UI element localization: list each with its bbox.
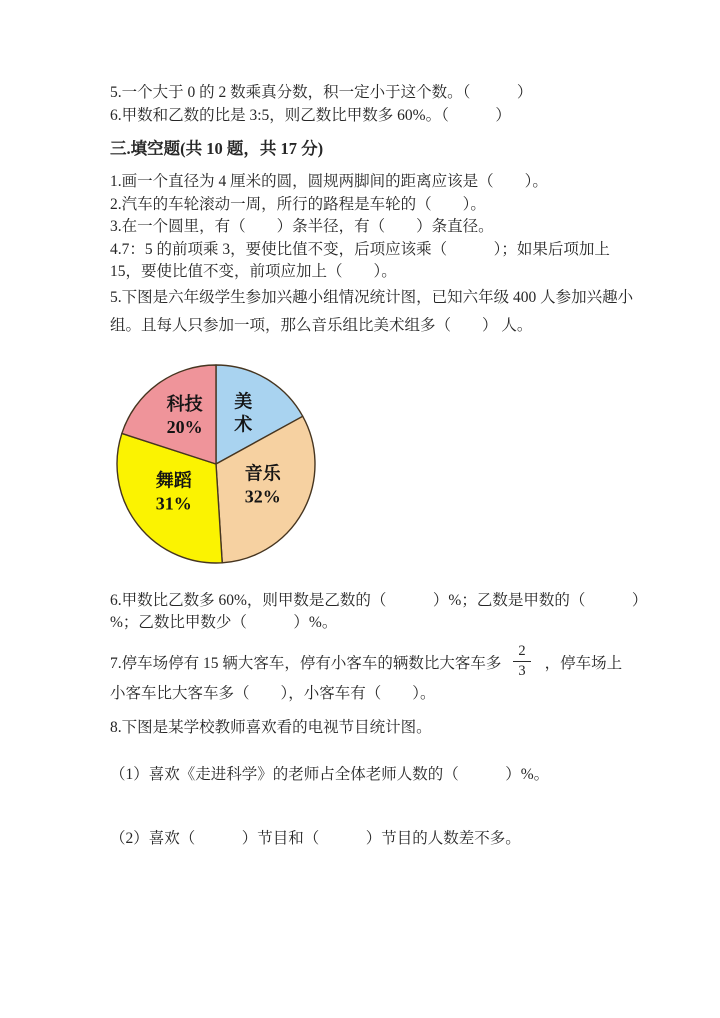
judge-item-6: 6.甲数和乙数的比是 3:5，则乙数比甲数多 60%。（ ） (110, 107, 511, 124)
pie-slice-label-2-0: 舞蹈 (155, 469, 192, 490)
fill-item-8-sub-2: （2）喜欢（ ）节目和（ ）节目的人数差不多。 (110, 830, 521, 847)
fraction-two-thirds (513, 643, 530, 680)
fill-item-1: 1.画一个直径为 4 厘米的圆，圆规两脚间的距离应该是（ ）。 (110, 173, 548, 190)
fill-item-7-line-1 (110, 641, 650, 683)
fill-item-3: 3.在一个圆里，有（ ）条半径，有（ ）条直径。 (110, 218, 494, 235)
pie-slice-label-3-1: 20% (166, 416, 203, 437)
pie-chart-svg (106, 354, 326, 574)
fill-item-7-text-before: 7.停车场停有 15 辆大客车，停有小客车的辆数比大客车多 (110, 654, 502, 672)
fill-item-4-line-2: 15，要使比值不变，前项应加上（ ）。 (110, 263, 397, 280)
fill-item-5-line-2: 组。且每人只参加一项，那么音乐组比美术组多（ ） 人。 (110, 316, 533, 334)
pie-slice-label-1-1: 32% (244, 485, 281, 506)
fill-item-7-line-2: 小客车比大客车多（ ），小客车有（ ）。 (110, 684, 436, 702)
fill-item-8-sub-1: （1）喜欢《走进科学》的老师占全体老师人数的（ ）%。 (110, 765, 550, 783)
fill-item-5-line-1: 5.下图是六年级学生参加兴趣小组情况统计图，已知六年级 400 人参加兴趣小 (110, 288, 634, 306)
fill-item-4-line-1: 4.7：5 的前项乘 3，要使比值不变，后项应该乘（ ）；如果后项加上 (110, 240, 610, 258)
fill-item-7-text-after: ，停车场上 (544, 654, 623, 672)
pie-slice-label-3-0: 科技 (166, 393, 203, 414)
fraction-denominator: 3 (518, 663, 526, 679)
pie-slice-label-0-0: 美 (234, 391, 253, 411)
fraction-numerator: 2 (513, 643, 530, 662)
pie-slice-label-1-0: 音乐 (244, 462, 281, 483)
fill-item-2: 2.汽车的车轮滚动一周，所行的路程是车轮的（ ）。 (110, 195, 486, 213)
judge-item-5: 5.一个大于 0 的 2 数乘真分数，积一定小于这个数。（ ） (110, 84, 533, 101)
fill-item-6-line-1: 6.甲数比乙数多 60%，则甲数是乙数的（ ）%；乙数是甲数的（ ） (110, 591, 648, 609)
fill-item-8-intro: 8.下图是某学校教师喜欢看的电视节目统计图。 (110, 719, 432, 736)
pie-slice-label-2-1: 31% (155, 492, 192, 513)
fill-item-6-line-2: %；乙数比甲数少（ ）%。 (110, 614, 338, 631)
pie-chart (106, 354, 326, 574)
pie-slice-label-0-1: 术 (234, 414, 253, 434)
section-heading: 三.填空题(共 10 题，共 17 分) (110, 139, 324, 158)
